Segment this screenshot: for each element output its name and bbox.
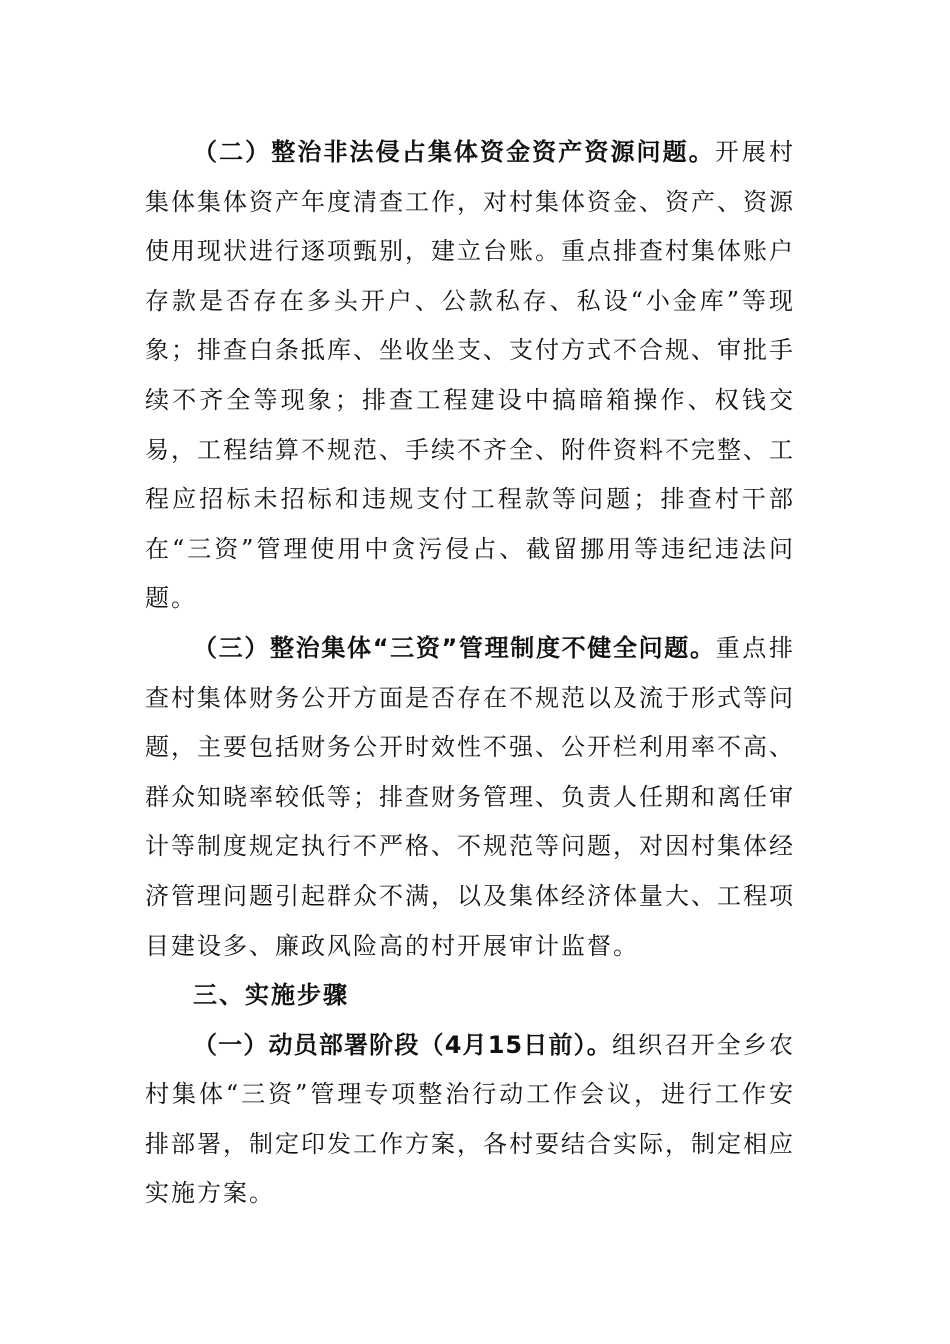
section-2-heading: （二）整治非法侵占集体资金资产资源问题。 [193,138,715,166]
chapter-3-heading: 三、实施步骤 [193,981,349,1010]
paragraph-section-2 [145,128,795,624]
paragraph-step-1 [145,1021,795,1219]
step-1-heading: （一）动员部署阶段（4月15日前）。 [193,1030,612,1059]
section-3-text: 重点排查村集体财务公开方面是否存在不规范以及流于形式等问题，主要包括财务公开时效性不强、公开栏利用率不高、群众知晓率较低等；排查财务管理、负责人任期和离任审计等制度规定执行不严格、不规范等问题，对因村集体经济管理问题引起群众不满，以及集体经济体量大、工程项目建设多、廉政风险高的村开展审计监督。 [145,633,795,960]
step-1-text: 组织召开全乡农村集体“三资”管理专项整治行动工作会议，进行工作安排部署，制定印发工作方案，各村要结合实际，制定相应实施方案。 [145,1030,795,1208]
section-2-text: 开展村集体集体资产年度清查工作，对村集体资金、资产、资源使用现状进行逐项甄别，建立台账。重点排查村集体账户存款是否存在多头开户、公款私存、私设“小金库”等现象；排查白条抵库、坐收坐支、支付方式不合规、审批手续不齐全等现象；排查工程建设中搞暗箱操作、权钱交易，工程结算不规范、手续不齐全、附件资料不完整、工程应招标未招标和违规支付工程款等问题；排查村干部在“三资”管理使用中贪污侵占、截留挪用等违纪违法问题。 [145,138,796,613]
paragraph-section-3 [145,624,795,971]
document-page [145,128,795,1219]
section-3-heading: （三）整治集体“三资”管理制度不健全问题。 [193,633,716,662]
